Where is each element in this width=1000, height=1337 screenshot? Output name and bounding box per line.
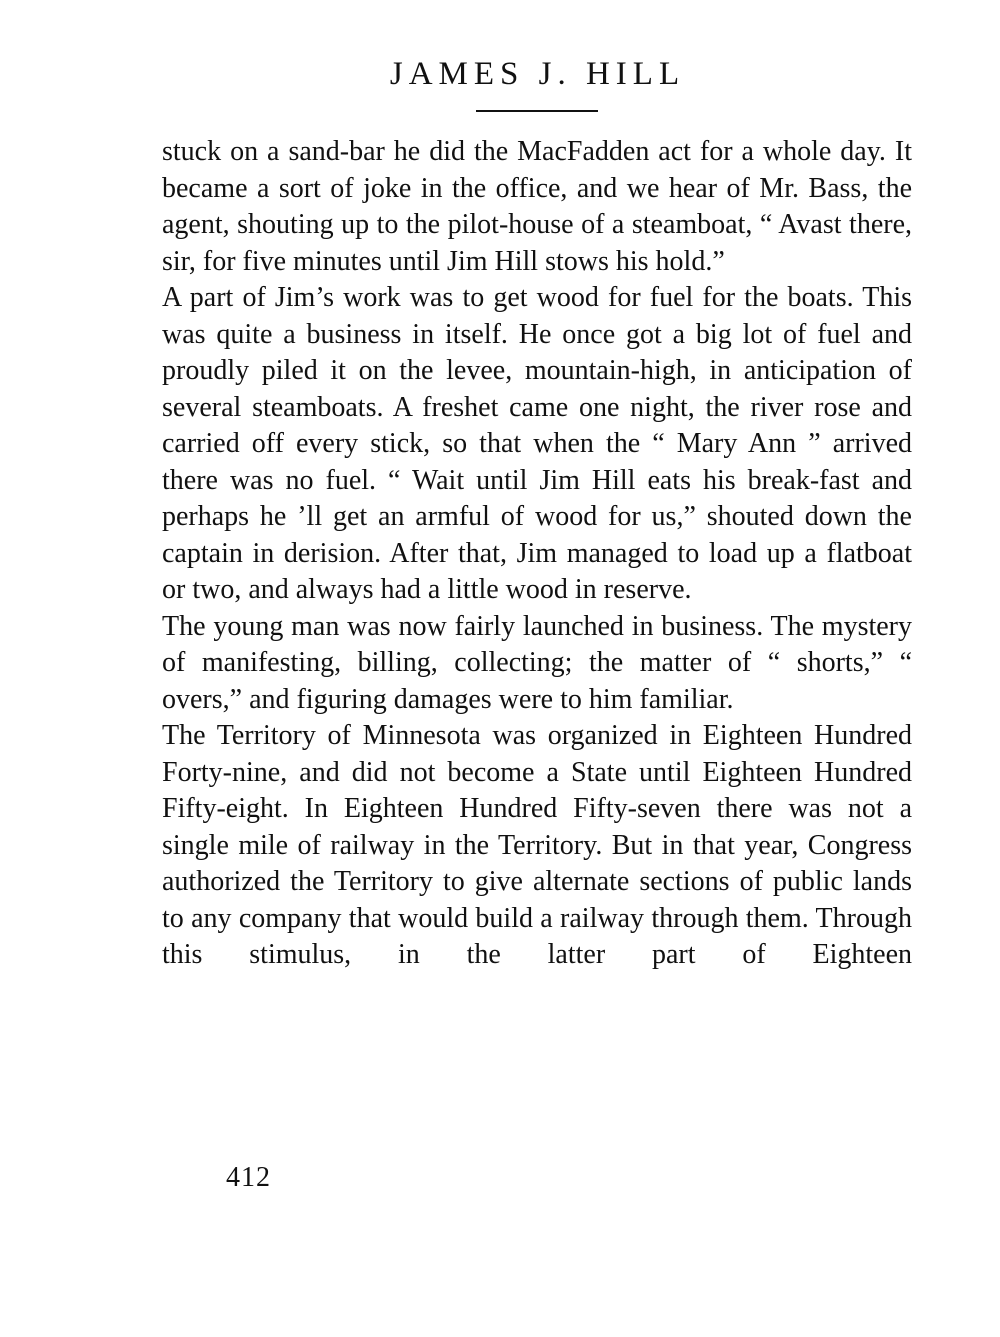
paragraph-wood-fuel: A part of Jim’s work was to get wood for fuel for the boats. This was quite a business in itself. He once got a big lot of fuel and proudly piled it on the levee, mountain-high, in anticipation of several steamboats. A freshet came one night, the river rose and carried off every stick, so that when the “ Mary Ann ” arrived there was no fuel. “ Wait until Jim Hill eats his break-fast and perhaps he ’ll get an armful of wood for us,” shouted down the captain in derision. After that, Jim managed to load up a flatboat or two, and always had a little wood in reserve. xyxy=(162,282,912,605)
paragraph-minnesota-territory: The Territory of Minnesota was organized in Eighteen Hundred Forty-nine, and did not become a State until Eighteen Hundred Fifty-eight. In Eighteen Hundred Fifty-seven there was not a single mile of railway in the Territory. But in that year, Congress authorized the Territory to give alternate sections of public lands to any company that would build a railway through them. Through this stimulus, in the latter part of Eighteen xyxy=(162,720,912,970)
running-head: JAMES J. HILL xyxy=(389,56,686,92)
page-number: 412 xyxy=(226,1162,271,1193)
body-text xyxy=(162,134,912,974)
head-rule xyxy=(476,110,598,112)
paragraph-sandbar: stuck on a sand-bar he did the MacFadden act for a whole day. It became a sort of joke in the office, and we hear of Mr. Bass, the agent, shouting up to the pilot-house of a steamboat, “ Avast there, sir, for five minutes until Jim Hill stows his hold.” xyxy=(162,136,912,277)
paragraph-young-man: The young man was now fairly launched in business. The mystery of manifesting, billing, collecting; the matter of “ shorts,” “ overs,” and figuring damages were to him familiar. xyxy=(162,610,912,715)
